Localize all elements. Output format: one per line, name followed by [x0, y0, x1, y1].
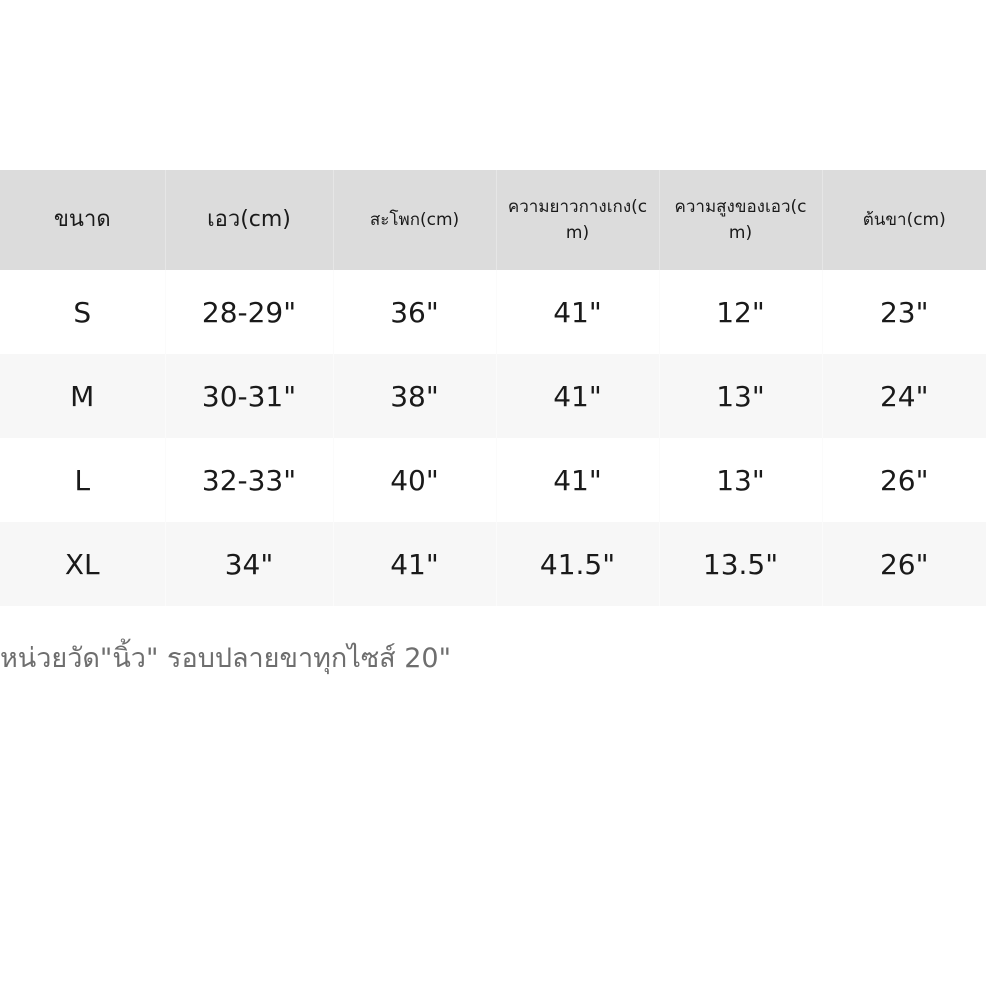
table-row	[0, 438, 986, 522]
cell-size: L	[74, 463, 91, 497]
cell-rise: 13.5"	[659, 522, 822, 606]
header-pants-length: ความยาวกางเกง(cm)	[496, 170, 659, 270]
cell-pants-length: 41"	[496, 354, 659, 438]
cell-rise: 13"	[659, 354, 822, 438]
cell-waist: 30-31"	[165, 354, 333, 438]
table-row	[0, 270, 986, 354]
cell-hip: 40"	[333, 438, 496, 522]
cell-waist: 32-33"	[165, 438, 333, 522]
cell-thigh: 26"	[822, 522, 986, 606]
size-table	[0, 170, 986, 606]
cell-thigh: 24"	[822, 354, 986, 438]
header-size: ขนาด	[53, 206, 111, 232]
cell-size: S	[73, 295, 92, 329]
cell-thigh: 26"	[822, 438, 986, 522]
cell-hip: 36"	[333, 270, 496, 354]
header-hip: สะโพก(cm)	[333, 170, 496, 270]
cell-hip: 38"	[333, 354, 496, 438]
cell-rise: 13"	[659, 438, 822, 522]
table-header	[0, 170, 986, 270]
cell-size: M	[70, 379, 95, 413]
cell-size: XL	[64, 547, 100, 581]
cell-pants-length: 41.5"	[496, 522, 659, 606]
measurement-footnote: หน่วยวัด"นิ้ว" รอบปลายขาทุกไซส์ 20"	[0, 643, 451, 674]
table-row	[0, 522, 986, 606]
header-thigh: ต้นขา(cm)	[822, 170, 986, 270]
cell-waist: 28-29"	[165, 270, 333, 354]
cell-pants-length: 41"	[496, 438, 659, 522]
cell-waist: 34"	[165, 522, 333, 606]
header-waist: เอว(cm)	[165, 170, 333, 270]
cell-rise: 12"	[659, 270, 822, 354]
table-row	[0, 354, 986, 438]
cell-hip: 41"	[333, 522, 496, 606]
table-body	[0, 270, 986, 606]
cell-thigh: 23"	[822, 270, 986, 354]
header-rise: ความสูงของเอว(cm)	[659, 170, 822, 270]
cell-pants-length: 41"	[496, 270, 659, 354]
table-header-row	[0, 170, 986, 270]
